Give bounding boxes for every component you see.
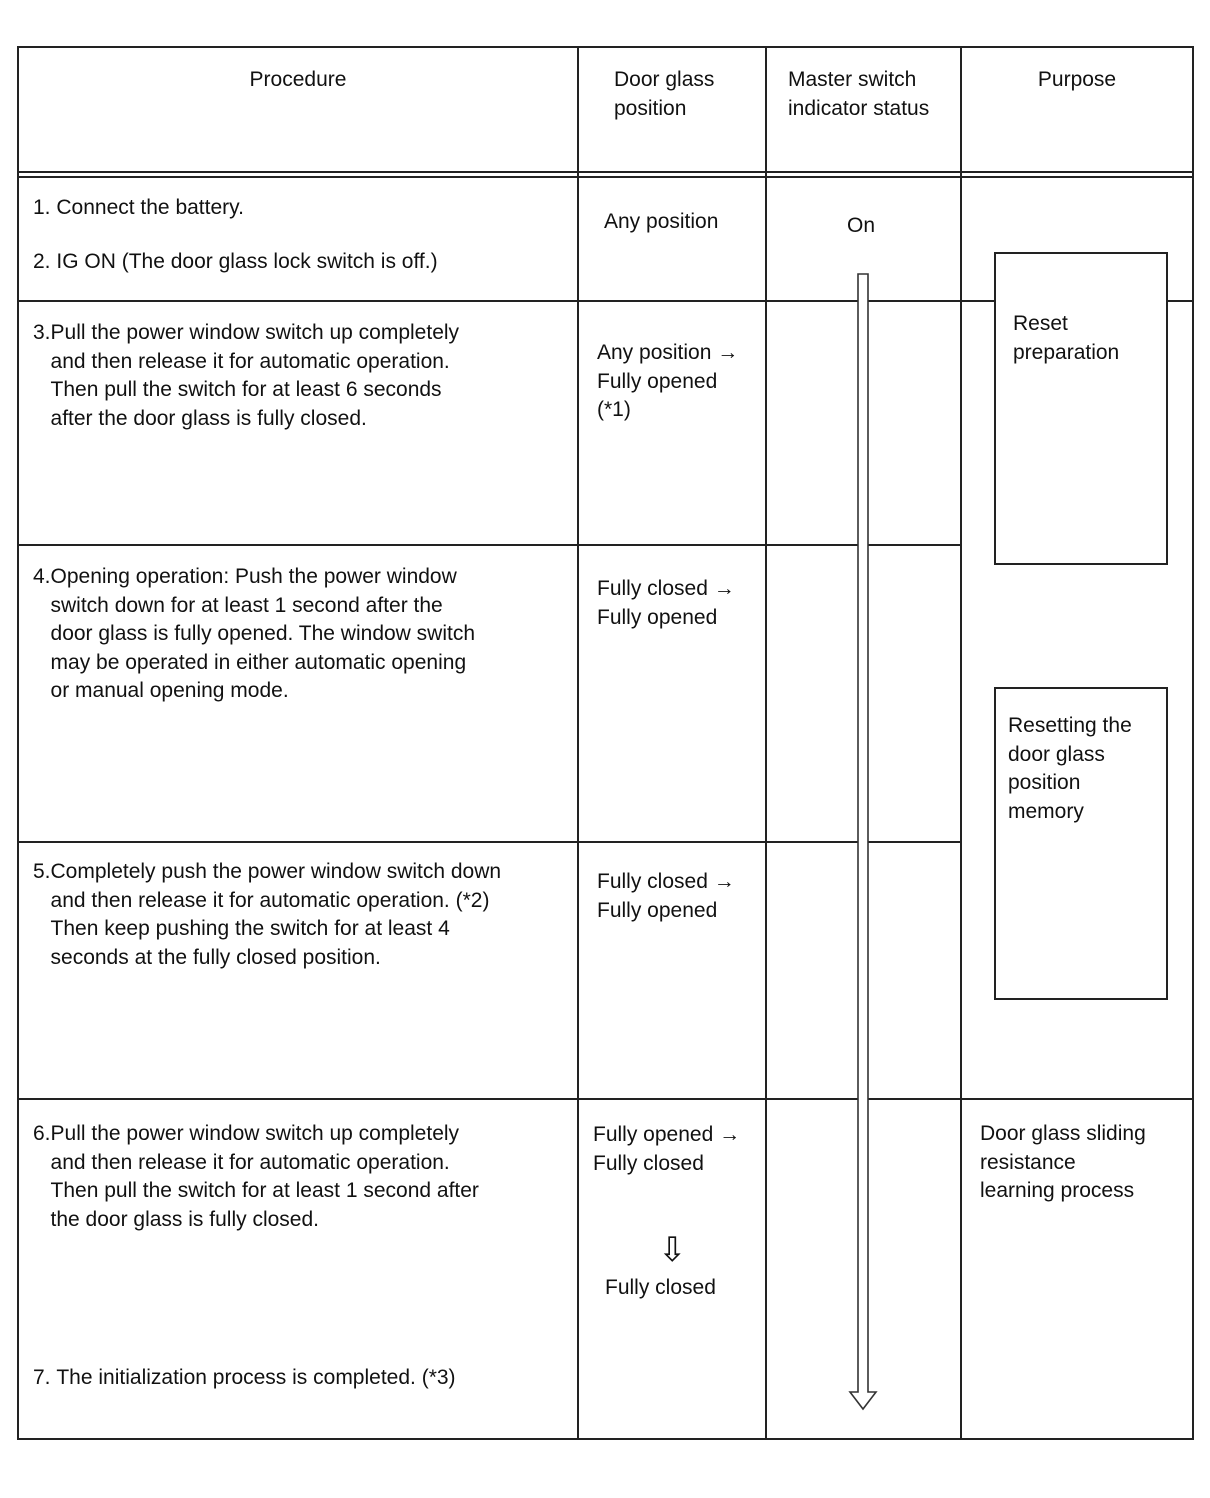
table-border-right: [1192, 46, 1194, 1440]
door-glass-position-row5: Fully opened → Fully closed: [593, 1123, 741, 1175]
header-master-switch-status: Master switch indicator status: [788, 68, 930, 120]
header-procedure: Procedure: [249, 68, 347, 91]
row-divider: [17, 1098, 1194, 1100]
procedure-step-4: 4. Opening operation: Push the power window switch down for at least 1 second after the door glass is fully opened. The window switch may be operated in either automatic opening or manual opening mode.: [33, 565, 476, 702]
column-divider: [960, 46, 962, 1440]
table-border-bottom: [17, 1438, 1194, 1440]
table-border-left: [17, 46, 19, 1440]
column-divider: [765, 46, 767, 1440]
purpose-box-reset-preparation: [994, 252, 1168, 565]
purpose-resetting-memory: Resetting the door glass position memory: [1008, 714, 1132, 823]
header-door-glass-position: Door glass position: [614, 68, 715, 120]
table-border-top: [17, 46, 1194, 48]
purpose-learning-process: Door glass sliding resistance learning process: [980, 1122, 1146, 1202]
procedure-step-1: 1. Connect the battery.: [33, 196, 244, 219]
procedure-step-3: 3. Pull the power window switch up completely and then release it for automatic operation. Then pull the switch for at least 6 seconds after the door glass is fully closed.: [33, 321, 460, 430]
door-glass-position-final: Fully closed: [605, 1276, 716, 1299]
header-divider: [17, 171, 1194, 173]
row-divider: [17, 544, 962, 546]
column-divider: [577, 46, 579, 1440]
row-divider: [17, 841, 962, 843]
procedure-step-6: 6. Pull the power window switch up completely and then release it for automatic operation. Then pull the switch for at least 1 second after the door glass is fully closed.: [33, 1122, 479, 1231]
procedure-step-5: 5. Completely push the power window switch down and then release it for automatic operation. (*2) Then keep pushing the switch for at least 4 seconds at the fully closed position.: [33, 860, 502, 969]
door-glass-position-row4: Fully closed → Fully opened: [597, 870, 735, 922]
door-glass-position-row1: Any position: [604, 210, 719, 233]
purpose-reset-preparation: Reset preparation: [1013, 312, 1120, 364]
indicator-on-arrow-icon: [845, 268, 881, 1414]
procedure-step-2: 2. IG ON (The door glass lock switch is off.): [33, 250, 438, 273]
header-purpose: Purpose: [1037, 68, 1117, 91]
procedure-step-7: 7. The initialization process is completed. (*3): [33, 1366, 456, 1389]
indicator-status-on: On: [847, 214, 876, 237]
door-glass-position-row2: Any position → Fully opened (*1): [597, 341, 739, 421]
door-glass-position-row3: Fully closed → Fully opened: [597, 577, 735, 629]
header-divider: [17, 176, 1194, 178]
hollow-down-arrow-icon: ⇩: [658, 1231, 687, 1269]
